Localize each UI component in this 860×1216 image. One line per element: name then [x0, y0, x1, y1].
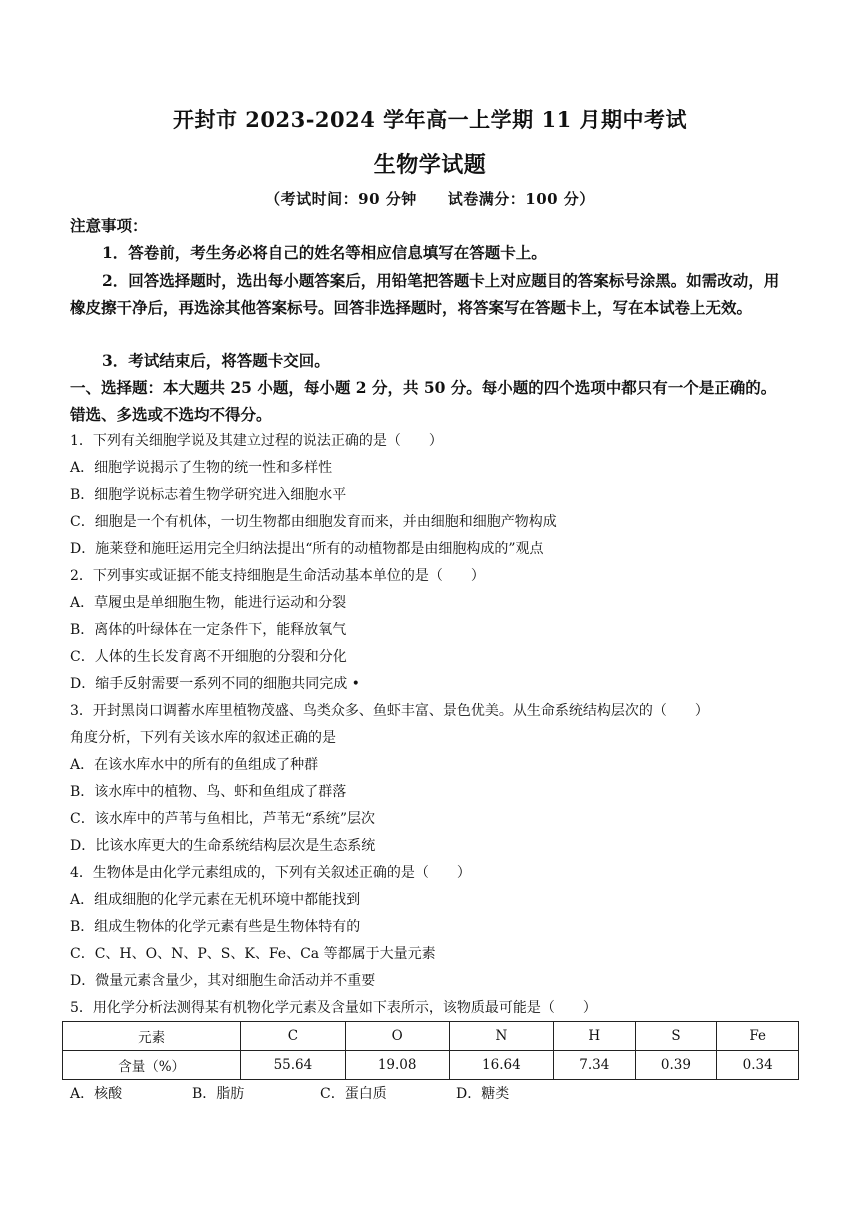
question-5-option-b: B．脂肪 [192, 1086, 245, 1102]
question-4-stem: 4．生物体是由化学元素组成的，下列有关叙述正确的是（ ） [70, 865, 471, 881]
question-4-option-d: D．微量元素含量少，其对细胞生命活动并不重要 [70, 973, 376, 989]
element-content-table [62, 1021, 799, 1080]
question-2-option-c: C．人体的生长发育离不开细胞的分裂和分化 [70, 649, 347, 665]
question-2-option-a: A．草履虫是单细胞生物，能进行运动和分裂 [70, 595, 347, 611]
table-cell: 含量（%） [63, 1051, 241, 1080]
notice-item-3: 3．考试结束后，将答题卡交回。 [102, 351, 330, 370]
question-5-option-c: C．蛋白质 [320, 1086, 387, 1102]
table-header-cell: N [449, 1022, 553, 1051]
section-heading: 一、选择题：本大题共 25 小题，每小题 2 分，共 50 分。每小题的四个选项中都只有一个是正确的。错选、多选或不选均不得分。 [70, 378, 777, 424]
question-3-option-d: D．比该水库更大的生命系统结构层次是生态系统 [70, 838, 376, 854]
table-header-cell: Fe [717, 1022, 799, 1051]
table-header-cell: H [554, 1022, 636, 1051]
question-5-stem: 5．用化学分析法测得某有机物化学元素及含量如下表所示，该物质最可能是（ ） [70, 1000, 597, 1016]
question-5-options [70, 1083, 509, 1103]
question-1-option-c: C．细胞是一个有机体，一切生物都由细胞发育而来，并由细胞和细胞产物构成 [70, 514, 557, 530]
question-5-option-d: D．糖类 [456, 1086, 510, 1102]
question-4-option-a: A．组成细胞的化学元素在无机环境中都能找到 [70, 892, 361, 908]
question-5-option-a: A．核酸 [70, 1086, 123, 1102]
table-header-cell: 元素 [63, 1022, 241, 1051]
notice-item-2: 2．回答选择题时，选出每小题答案后，用铅笔把答题卡上对应题目的答案标号涂黑。如需改动，用橡皮擦干净后，再选涂其他答案标号。回答非选择题时，将答案写在答题卡上，写在本试卷上无效。 [70, 271, 780, 317]
exam-info: （考试时间：90 分钟 试卷满分：100 分） [265, 190, 595, 208]
table-cell: 19.08 [345, 1051, 449, 1080]
notice-heading: 注意事项： [70, 216, 148, 235]
question-3-option-a: A．在该水库水中的所有的鱼组成了种群 [70, 757, 319, 773]
question-4-option-b: B．组成生物体的化学元素有些是生物体特有的 [70, 919, 361, 935]
question-1-option-d: D．施莱登和施旺运用完全归纳法提出“所有的动植物都是由细胞构成的”观点 [70, 541, 544, 557]
question-1-option-b: B．细胞学说标志着生物学研究进入细胞水平 [70, 487, 347, 503]
table-header-row [63, 1022, 799, 1051]
question-2-option-d: D．缩手反射需要一系列不同的细胞共同完成 • [70, 676, 360, 692]
table-cell: 0.39 [635, 1051, 717, 1080]
table-cell: 7.34 [554, 1051, 636, 1080]
table-header-cell: S [635, 1022, 717, 1051]
question-3-option-b: B．该水库中的植物、鸟、虾和鱼组成了群落 [70, 784, 347, 800]
notice-item-1: 1．答卷前，考生务必将自己的姓名等相应信息填写在答题卡上。 [102, 243, 547, 262]
subject-title: 生物学试题 [373, 152, 487, 178]
table-row [63, 1051, 799, 1080]
question-1-stem: 1．下列有关细胞学说及其建立过程的说法正确的是（ ） [70, 433, 443, 449]
table-cell: 16.64 [449, 1051, 553, 1080]
question-1-option-a: A．细胞学说揭示了生物的统一性和多样性 [70, 460, 333, 476]
table-cell: 55.64 [241, 1051, 345, 1080]
table-cell: 0.34 [717, 1051, 799, 1080]
table-header-cell: C [241, 1022, 345, 1051]
question-4-option-c: C．C、H、O、N、P、S、K、Fe、Ca 等都属于大量元素 [70, 946, 436, 962]
question-3-stem-continued: 角度分析，下列有关该水库的叙述正确的是 [70, 730, 336, 746]
question-3-stem: 3．开封黑岗口调蓄水库里植物茂盛、鸟类众多、鱼虾丰富、景色优美。从生命系统结构层次的（ ） [70, 703, 709, 719]
question-2-option-b: B．离体的叶绿体在一定条件下，能释放氧气 [70, 622, 347, 638]
exam-title: 开封市 2023-2024 学年高一上学期 11 月期中考试 [172, 107, 688, 132]
question-2-stem: 2．下列事实或证据不能支持细胞是生命活动基本单位的是（ ） [70, 568, 485, 584]
question-3-option-c: C．该水库中的芦苇与鱼相比，芦苇无“系统”层次 [70, 811, 376, 827]
table-header-cell: O [345, 1022, 449, 1051]
